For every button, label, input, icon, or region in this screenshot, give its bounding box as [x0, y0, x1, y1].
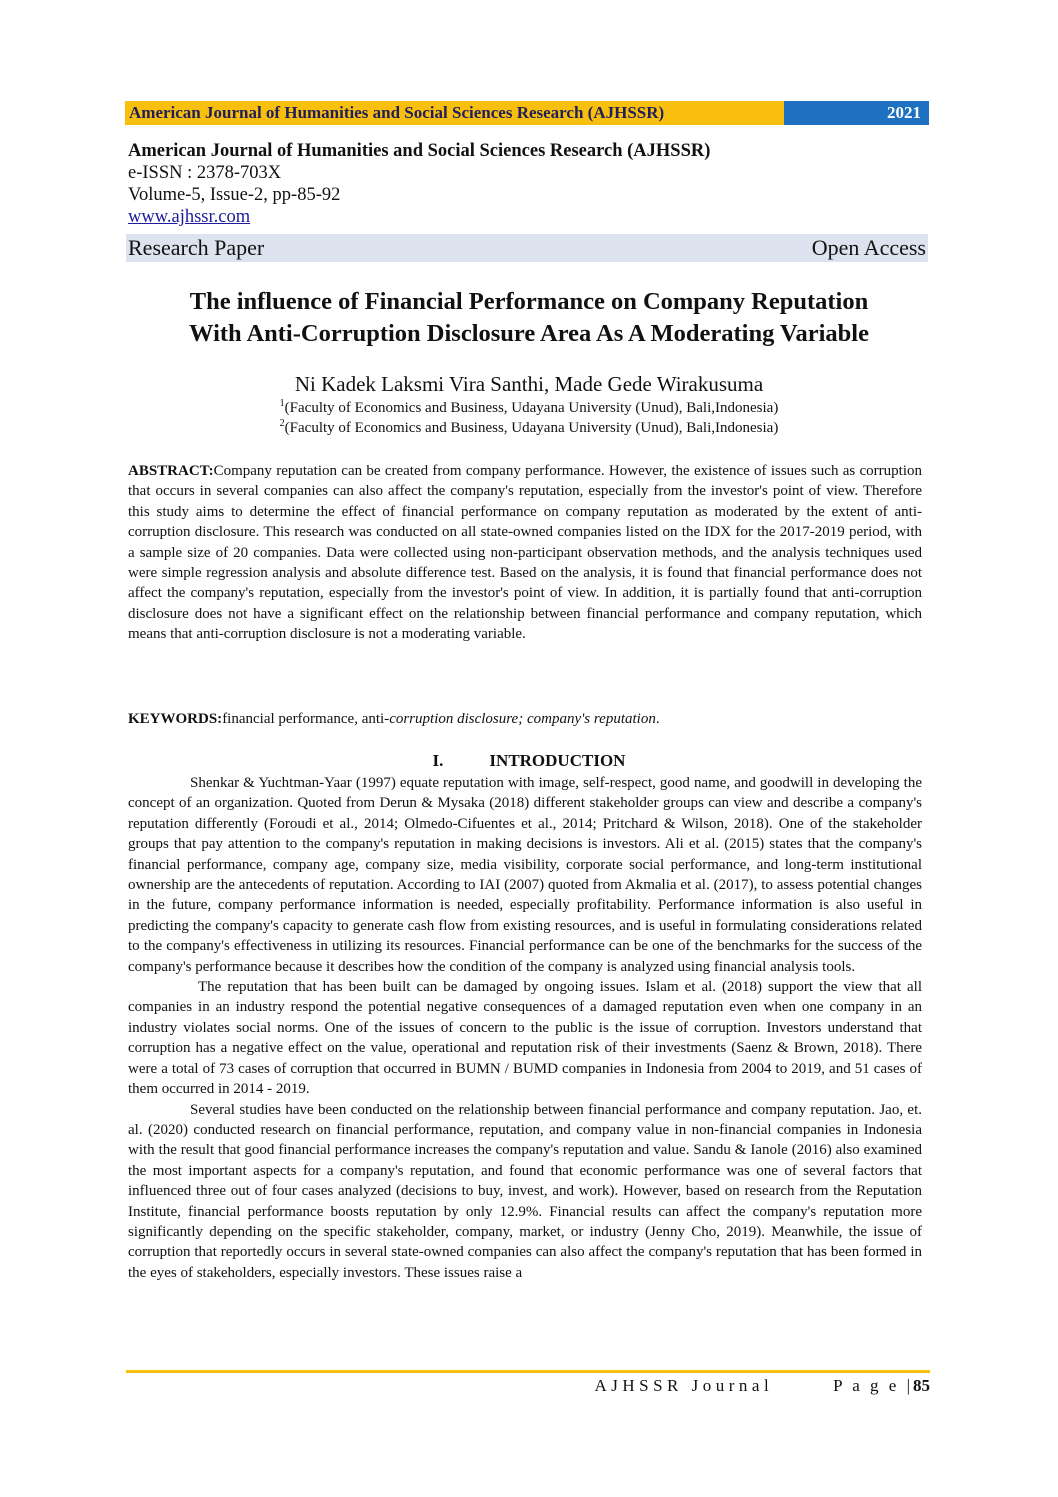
keywords-label: KEYWORDS: [128, 711, 223, 727]
masthead-journal-name: American Journal of Humanities and Social Sciences Research (AJHSSR) [128, 141, 711, 161]
affiliation-2-marker: 2 [279, 418, 285, 429]
abstract [128, 461, 922, 645]
paragraph-2: The reputation that has been built can be damaged by ongoing issues. Islam et al. (2018) support the view that all companies in an industry respond the potential negative consequences of a damaged reputation even when one company in an industry violates social norms. One of the issues of concern to the public is the issue of corruption. Investors understand that corruption has a negative effect on the value, operational and reputation risk of their investments (Saenz & Brown, 2018). There were a total of 73 cases of corruption that occurred in BUMN / BUMD companies in Indonesia from 2004 to 2019, and 51 cases of them occurred in 2014 - 2019. [128, 979, 922, 1098]
paragraph-1: Shenkar & Yuchtman-Yaar (1997) equate reputation with image, self-respect, good name, and goodwill in developing the concept of an organization. Quoted from Derun & Mysaka (2018) different stakeholder groups can view and describe a company's reputation differently (Foroudi et al., 2014; Olmedo-Cifuentes et al., 2014; Pritchard & Wilson, 2018). One of the stakeholder groups that pay attention to the company's reputation in making decisions is investors. Ali et al. (2015) states that the company's financial performance, company age, company size, media visibility, corporate social performance, and long-term institutional ownership are the antecedents of reputation. According to IAI (2007) quoted from Akmalia et al. (2017), to assess potential changes in the future, company performance information is needed, especially profitability. Performance information is also useful in predicting the company's capacity to generate cash flow from existing resources, and is useful in formulating considerations related to the company's effectiveness in utilizing its resources. Financial performance can be one of the benchmarks for the success of the company's performance because it describes how the condition of the company is analyzed using financial analysis tools. [128, 775, 922, 975]
authors: Ni Kadek Laksmi Vira Santhi, Made Gede Wirakusuma [294, 372, 764, 396]
keywords-italic: corruption disclosure; company's reputation [389, 711, 656, 727]
website-link[interactable]: www.ajhssr.com [128, 207, 251, 227]
keywords [128, 709, 922, 729]
keywords-plain: financial performance, anti- [222, 711, 390, 727]
journal-header-bar [125, 101, 929, 125]
affiliation-1-text: (Faculty of Economics and Business, Udayana University (Unud), Bali,Indonesia) [284, 400, 779, 416]
paper-type-bar [126, 234, 928, 262]
affiliation-2-text: (Faculty of Economics and Business, Udayana University (Unud), Bali,Indonesia) [284, 420, 779, 436]
section-number: I. [432, 751, 444, 770]
paragraph-3: Several studies have been conducted on the relationship between financial performance and company reputation. Jao, et. al. (2020) conducted research on financial performance, reputation, and company value in non-financial companies in Indonesia with the result that good financial performance increases the company's reputation and value. Sandu & Ianole (2016) also examined the most important aspects for a company's reputation, and found that economic performance was one of several factors that influenced three out of four cases analyzed (decisions to buy, invest, and work). However, based on research from the Reputation Institute, financial performance boosts reputation by only 12.9%. Financial results can affect the company's reputation more significantly depending on the specific stakeholder, company, market, or industry (Jenny Cho, 2019). Meanwhile, the issue of corruption that reportedly occurs in several state-owned companies can also affect the company's reputation that has been formed in the eyes of stakeholders, especially investors. These issues raise a [128, 1101, 922, 1281]
abstract-text: Company reputation can be created from company performance. However, the existence of issues such as corruption that occurs in several companies can also affect the company's reputation, especially from the investor's point of view. Therefore this study aims to determine the effect of financial performance on company reputation as moderated by the extent of anti-corruption disclosure. This research was conducted on all state-owned companies listed on the IDX for the 2017-2019 period, with a sample size of 20 companies. Data were collected using non-participant observation methods, and the analysis techniques used were simple regression analysis and absolute difference test. Based on the analysis, it is found that financial performance does not affect the company's reputation, especially from the investor's point of view. In addition, it is partially found that anti-corruption disclosure does not have a significant effect on the relationship between financial performance and company reputation, which means that anti-corruption disclosure is not a moderating variable. [128, 463, 922, 643]
section-heading [100, 751, 958, 771]
introduction-body [128, 773, 922, 1283]
issn: e-ISSN : 2378-703X [128, 163, 282, 183]
access-type: Open Access [811, 235, 926, 260]
keywords-end: . [655, 711, 660, 727]
abstract-label: ABSTRACT: [128, 463, 214, 479]
paper-title [100, 286, 958, 350]
title-line-1: The influence of Financial Performance on Company Reputation [189, 288, 869, 315]
footer-divider [126, 1370, 930, 1373]
masthead [128, 140, 928, 228]
volume-info: Volume-5, Issue-2, pp-85-92 [128, 185, 341, 205]
page-footer [126, 1376, 930, 1396]
affiliation-2 [100, 418, 958, 437]
footer-page [833, 1376, 930, 1396]
footer-page-label: P a g e | [833, 1376, 913, 1395]
affiliation-1-marker: 1 [279, 398, 285, 409]
affiliation-1 [100, 398, 958, 417]
header-year: 2021 [784, 101, 929, 125]
paper-type: Research Paper [128, 235, 265, 260]
section-title: INTRODUCTION [489, 751, 626, 770]
footer-page-number: 85 [913, 1376, 930, 1395]
title-line-2: With Anti-Corruption Disclosure Area As A Moderating Variable [189, 320, 869, 347]
header-journal-title: American Journal of Humanities and Social Sciences Research (AJHSSR) [125, 101, 784, 125]
footer-journal: AJHSSR Journal [594, 1376, 774, 1395]
